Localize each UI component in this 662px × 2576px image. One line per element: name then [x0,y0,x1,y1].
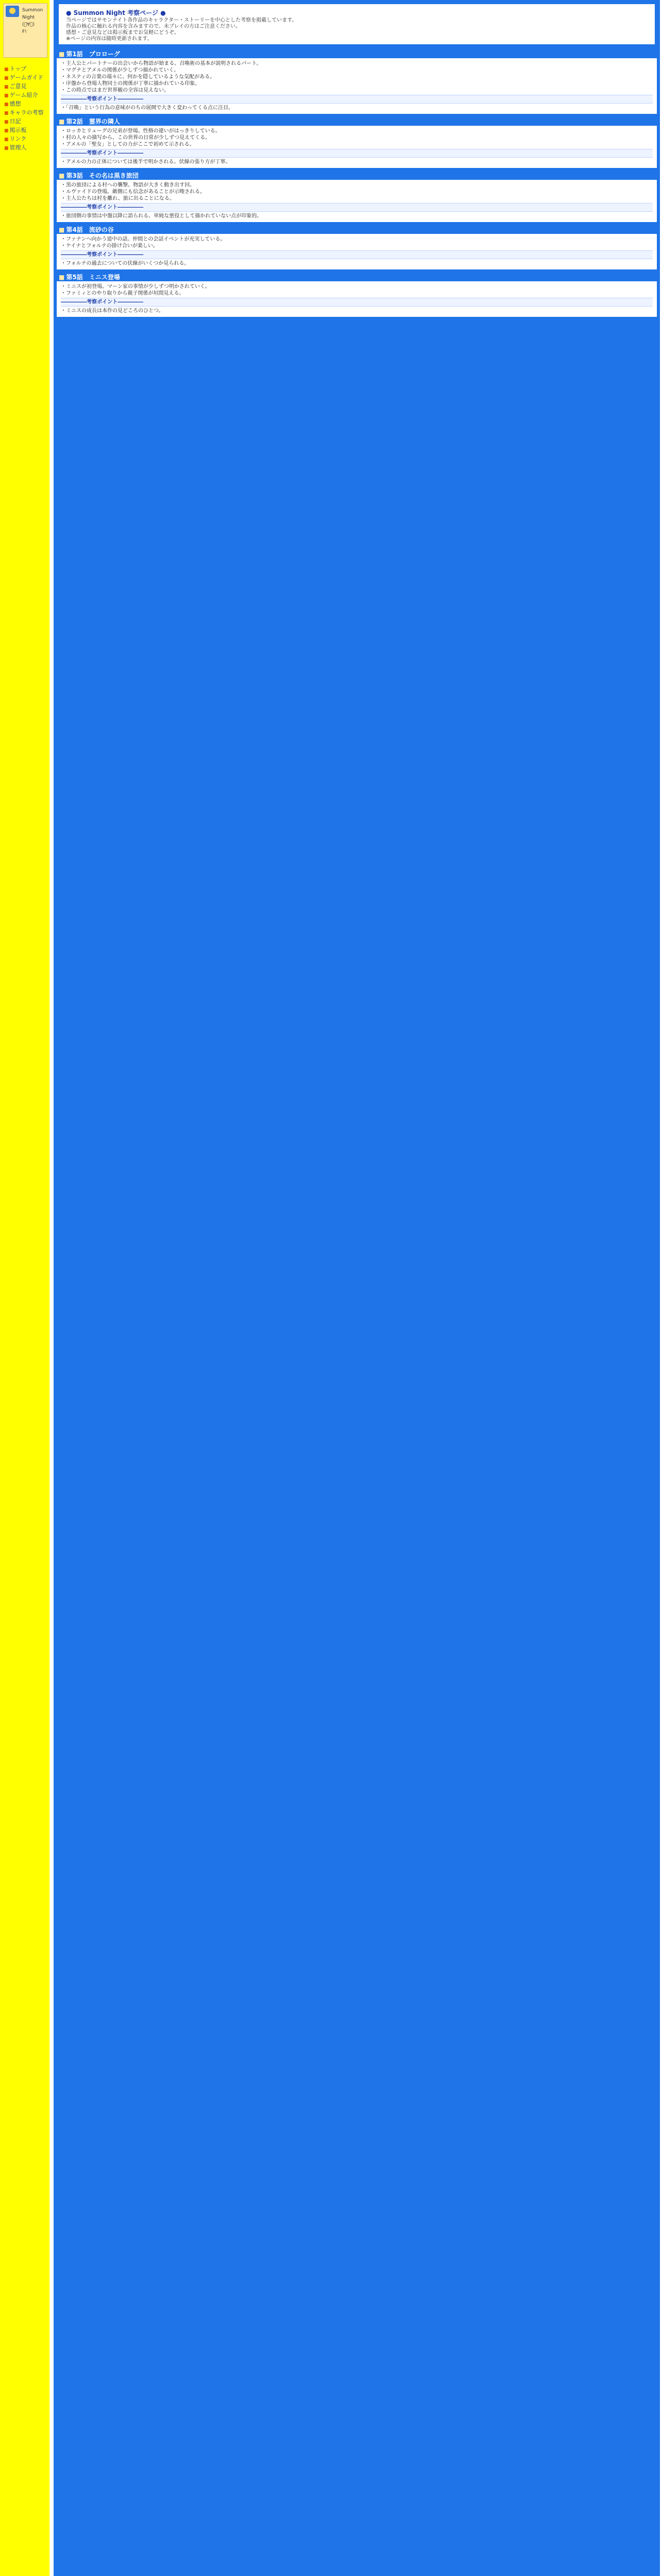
text-line: ・ミニスが初登場。マーン家の事情が少しずつ明かされていく。 [61,284,210,290]
article-sections [57,49,657,320]
nav-link[interactable] [4,74,48,82]
nav-link[interactable] [4,117,48,126]
main-content-area [54,0,660,2576]
section-body [57,58,657,114]
section-divider: ―――――考察ポイント――――― [61,250,653,259]
nav-link[interactable] [4,82,48,91]
intro-line: 作品の核心に触れる内容を含みますので、未プレイの方はご注意ください。 [66,24,241,29]
text-line: ・主人公とパートナーの出会いから物語が始まる。召喚術の基本が説明されるパート。 [61,61,262,66]
section-heading [57,171,657,180]
text-line: ・村の人々の描写から、この世界の日常が少しずつ見えてくる。 [61,135,210,141]
logo-text [22,7,45,36]
nav-link[interactable] [4,65,48,74]
nav-link-label: 掲示板 [9,127,27,133]
article-section [57,225,657,269]
section-heading-label: 第4話 流砂の谷 [66,226,114,233]
intro-line: 当ページではサモンナイト各作品のキャラクター・ストーリーを中心とした考察を掲載しています。 [66,18,297,23]
text-line: ・序盤から登場人物同士の関係が丁寧に描かれている印象。 [61,81,200,87]
nav-bullet-icon: ■ [4,93,9,98]
nav-link[interactable] [4,91,48,100]
text-line: ・黒の旅団による村への襲撃。物語が大きく動き出す回。 [61,182,195,188]
heading-square-icon: ■ [59,226,65,233]
nav-bullet-icon: ■ [4,137,9,142]
logo-line: (ﾟ∀ﾟ) [22,22,35,27]
article-section [57,273,657,317]
article-section [57,117,657,168]
section-heading-label: 第2話 霊界の隣人 [66,118,120,125]
nav-bullet-icon: ■ [4,67,9,72]
intro-line: 感想・ご意見などは掲示板までお気軽にどうぞ。 [66,30,179,36]
section-divider: ―――――考察ポイント――――― [61,203,653,212]
nav-link[interactable] [4,109,48,117]
nav-bullet-icon: ■ [4,111,9,116]
nav-link-label: 日記 [9,118,21,125]
section-divider: ―――――考察ポイント――――― [61,298,653,307]
nav-link-label: 感想 [9,100,21,107]
section-body [57,180,657,222]
text-line: ・ミニスの成長は本作の見どころのひとつ。 [61,308,164,314]
section-heading-label: 第1話 プロローグ [66,50,120,58]
heading-square-icon: ■ [59,274,65,281]
section-body [57,234,657,269]
nav-bullet-icon: ■ [4,84,9,90]
text-line: ・ネスティの言葉の端々に、何かを隠しているような気配がある。 [61,74,215,80]
nav-bullet-icon: ■ [4,102,9,107]
text-line: ・旅団側の事情は中盤以降に語られる。単純な悪役として描かれていない点が印象的。 [61,213,262,219]
text-line: ・主人公たちは村を離れ、旅に出ることになる。 [61,196,175,201]
text-line: ・ロッカとリューグの兄弟が登場。性格の違いがはっきりしている。 [61,128,221,134]
intro-panel [59,4,655,44]
nav-bullet-icon: ■ [4,76,9,81]
section-heading [57,117,657,126]
section-body [57,126,657,168]
logo-line: F! [22,29,27,35]
text-line: ・アメルの「聖女」としての力がここで初めて示される。 [61,142,195,147]
sidebar-nav [4,65,48,152]
site-logo[interactable] [3,3,47,58]
section-divider: ―――――考察ポイント――――― [61,149,653,158]
heading-square-icon: ■ [59,172,65,179]
nav-link[interactable] [4,126,48,135]
nav-link[interactable] [4,135,48,144]
logo-line: Summon [22,8,43,13]
sidebar [0,0,49,2576]
nav-bullet-icon: ■ [4,128,9,133]
section-body [57,281,657,317]
intro-line: ※ページの内容は随時更新されます。 [66,36,153,42]
page-title: ● Summon Night 考察ページ ● [66,9,166,16]
section-heading-label: 第3話 その名は黒き旅団 [66,172,139,179]
nav-link-label: ゲーム紹介 [9,92,38,98]
text-line: ・ファミィとのやり取りから親子関係が垣間見える。 [61,291,185,296]
nav-link[interactable] [4,144,48,152]
section-heading-label: 第5話 ミニス登場 [66,274,120,281]
text-line: ・ルヴァイドの登場。敵側にも信念があることが示唆される。 [61,189,205,195]
logo-line: Night [22,15,35,20]
heading-square-icon: ■ [59,50,65,58]
section-divider: ―――――考察ポイント――――― [61,95,653,104]
text-line: ・ファナンへ向かう道中の話。仲間との会話イベントが充実している。 [61,236,226,242]
text-line: ・フォルテの過去についての伏線がいくつか見られる。 [61,261,190,266]
article-section [57,171,657,222]
nav-link-label: キャラの考察 [9,109,44,116]
section-heading [57,273,657,281]
text-line: ・ケイナとフォルテの掛け合いが楽しい。 [61,243,158,249]
nav-link-label: リンク [9,135,27,142]
nav-bullet-icon: ■ [4,146,9,151]
section-heading [57,225,657,234]
nav-bullet-icon: ■ [4,120,9,125]
logo-emblem-icon [6,6,19,17]
text-line: ・マグナとアメルの関係が少しずつ描かれていく。 [61,67,179,73]
text-line: ・アメルの力の正体については後半で明かされる。伏線の張り方が丁寧。 [61,159,231,165]
heading-square-icon: ■ [59,118,65,125]
nav-link[interactable] [4,100,48,109]
intro-text [66,18,297,42]
nav-link-label: トップ [9,65,27,72]
text-line: ・「召喚」という行為の意味がのちの展開で大きく変わってくる点に注目。 [61,105,234,111]
section-heading [57,49,657,58]
nav-link-label: ご意見 [9,83,27,90]
text-line: ・この時点ではまだ世界観の全容は見えない。 [61,88,169,93]
nav-link-label: ゲームガイド [9,74,44,81]
article-section [57,49,657,114]
nav-link-label: 管理人 [9,144,27,151]
